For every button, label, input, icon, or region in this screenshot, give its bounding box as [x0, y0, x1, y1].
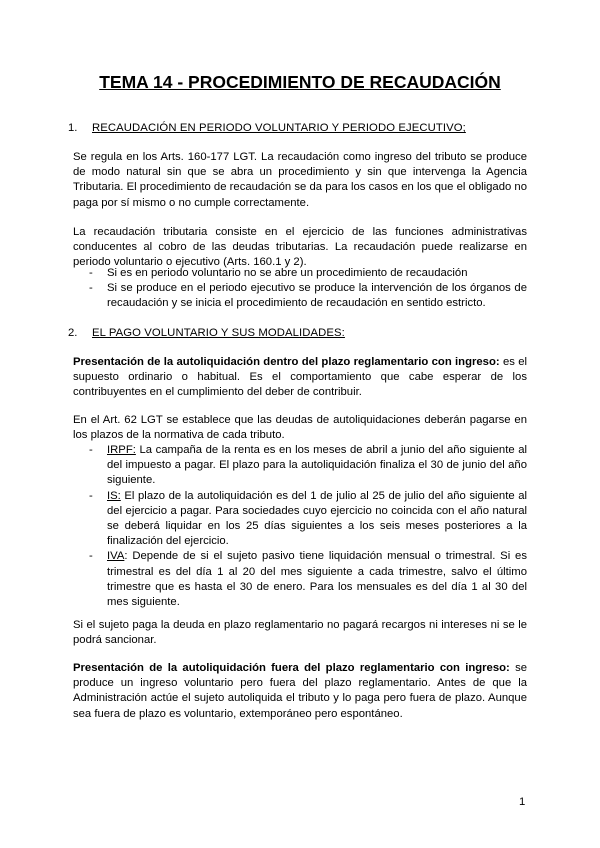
list-item-iva [0, 549, 527, 610]
bullet-dash: - [89, 550, 93, 563]
tax-label: IVA [107, 550, 125, 563]
paragraph-rest: es el supuesto ordinario o habitual. Es el comportamiento que cabe esperar de los contribuyentes en el cumplimiento del deber de contribuir. [73, 356, 527, 399]
list-item-irpf [0, 443, 527, 489]
list-item [0, 281, 527, 311]
bullet-dash: - [89, 444, 93, 456]
section-2-paragraph-1 [73, 355, 527, 401]
tax-description: La campaña de la renta es en los meses de abril a junio del año siguiente al del impuesto a pagar. El plazo para la autoliquidación finaliza el 30 de junio del año siguiente. [107, 444, 527, 487]
tax-description: : Depende de si el sujeto pasivo tiene liquidación mensual o trimestral. Si es trimestral es del día 1 al 20 del mes siguiente a cada trimestre, salvo el último trimestre que es hasta el 30 de enero. Para los mensuales es del día 1 al 30 del mes siguiente. [107, 550, 527, 609]
tax-deadline-list [0, 443, 600, 610]
section-1-paragraph-1: Se regula en los Arts. 160-177 LGT. La recaudación como ingreso del tributo se produce de modo natural sin que se abra un procedimiento y sin que intervenga la Agencia Tributaria. El procedimiento de recaudación se da para los casos en los que el obligado no paga por sí mismo o no cumple correctamente. [73, 151, 527, 209]
section-1-paragraph-2: La recaudación tributaria consiste en el ejercicio de las funciones administrativas conducentes al cobro de las deudas tributarias. La recaudación puede realizarse en periodo voluntario o ejecutivo (Arts. 160.1 y 2). [73, 226, 527, 269]
bullet-dash: - [89, 267, 93, 279]
section-2-heading-text: EL PAGO VOLUNTARIO Y SUS MODALIDADES: [92, 327, 345, 339]
tax-label: IRPF: [107, 444, 136, 456]
paragraph-bold-lead: Presentación de la autoliquidación fuera del plazo reglamentario con ingreso: [73, 662, 510, 674]
paragraph-bold-lead: Presentación de la autoliquidación dentro del plazo reglamentario con ingreso: [73, 356, 500, 368]
bullet-dash: - [89, 282, 93, 295]
section-1-bullet-list [0, 266, 600, 312]
list-item-text: Si es en periodo voluntario no se abre un procedimiento de recaudación [107, 267, 468, 279]
section-1-heading-text: RECAUDACIÓN EN PERIODO VOLUNTARIO Y PERIODO EJECUTIVO; [92, 122, 466, 134]
list-item-is [0, 489, 527, 550]
bullet-dash: - [89, 489, 93, 502]
page-title: TEMA 14 - PROCEDIMIENTO DE RECAUDACIÓN [99, 72, 501, 92]
tax-label: IS: [107, 489, 121, 502]
section-2-paragraph-3: Si el sujeto paga la deuda en plazo reglamentario no pagará recargos ni intereses ni se le podrá sancionar. [73, 619, 527, 647]
section-2-number: 2. [68, 327, 78, 339]
section-2-paragraph-4 [73, 661, 527, 722]
section-2-paragraph-2: En el Art. 62 LGT se establece que las deudas de autoliquidaciones deberán pagarse en los plazos de la normativa de cada tributo. [73, 414, 527, 442]
list-item-text: Si se produce en el periodo ejecutivo se produce la intervención de los órganos de recaudación y se inicia el procedimiento de recaudación en sentido estricto. [107, 282, 527, 310]
paragraph-rest: se produce un ingreso voluntario pero fuera del plazo reglamentario. Antes de que la Administración actúe el sujeto autoliquida el tributo y lo paga pero fuera de plazo. Aunque sea fuera de plazo es voluntario, extemporáneo pero espontáneo. [73, 662, 527, 720]
list-item [0, 266, 527, 281]
section-2-heading [68, 326, 345, 341]
section-1-number: 1. [68, 122, 78, 134]
section-1-heading [68, 121, 466, 136]
tax-description: El plazo de la autoliquidación es del 1 de julio al 25 de julio del año siguiente al del ejercicio a pagar. Para sociedades cuyo ejercicio no coincida con el año natural se deberá liquidar en los 25 días siguientes a los seis meses posteriores a la finalización del ejercicio. [107, 489, 527, 548]
page-number: 1 [519, 796, 526, 808]
